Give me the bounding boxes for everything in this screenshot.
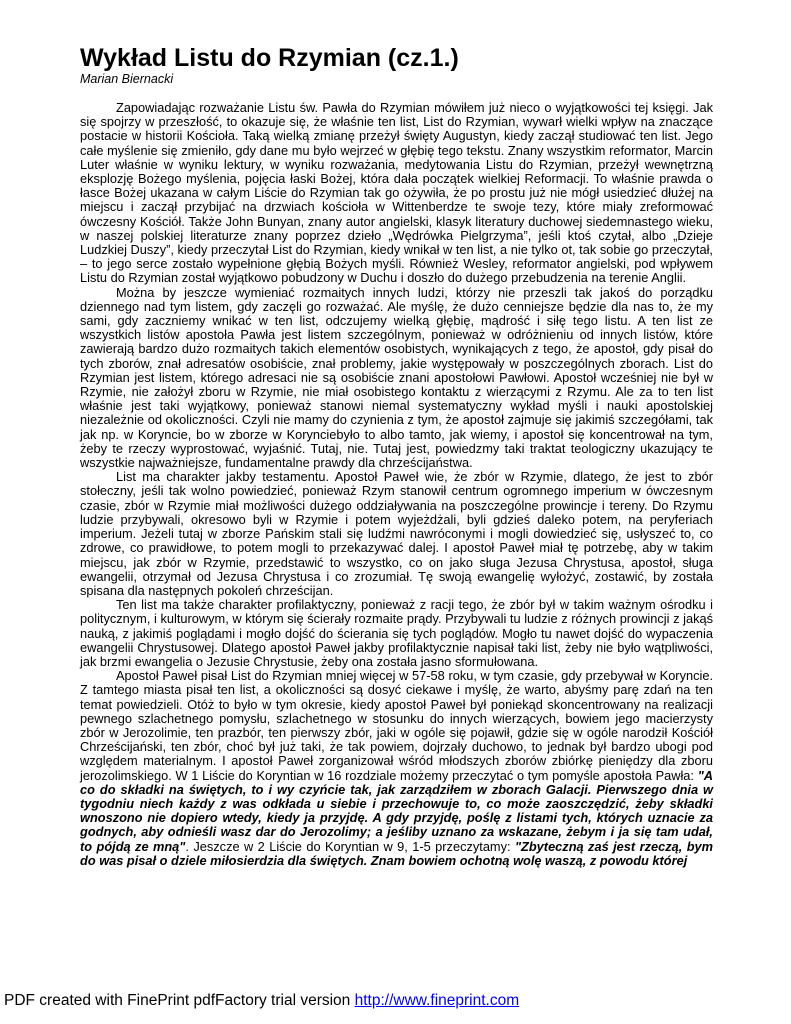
paragraph-5-text-b: . Jeszcze w 2 Liście do Koryntian w 9, 1-5 przeczytamy: [185, 838, 515, 854]
paragraph-5-text-a: Apostoł Paweł pisał List do Rzymian mniej więcej w 57-58 roku, w tym czasie, gdy przebywał w Koryncie. Z tamtego miasta pisał ten list, a okoliczności są dosyć ciekawe i myślę, że warto, abyśmy parę zdań na ten temat powiedzieli. Otóż to było w tym okresie, kiedy apostoł Paweł był poniekąd skoncentrowany na realizacji pewnego szlachetnego pomysłu, szlachetnego w stosunku do innych wierzących, bowiem jego macierzysty zbór w Jerozolimie, ten prazbór, ten pierwszy zbór, jaki w ogóle się pojawił, gdzie się w ogóle narodził Kościół Chrześcijański, ten zbór, choć był już taki, że tak powiem, dojrzały duchowo, to jednak był bardzo ubogi pod względem materialnym. I apostoł Paweł zorganizował wśród młodszych zborów zbiórkę pieniędzy dla zboru jerozolimskiego. W 1 Liście do Koryntian w 16 rozdziale możemy przeczytać o tym pomyśle apostoła Pawła: [80, 668, 713, 783]
paragraph-5 [80, 669, 713, 868]
document-title: Wykład Listu do Rzymian (cz.1.) [80, 44, 459, 72]
paragraph-3: List ma charakter jakby testamentu. Apostoł Paweł wie, że zbór w Rzymie, dlatego, że jest to zbór stołeczny, jeśli tak wolno powiedzieć, ponieważ Rzym stanowił centrum ogromnego imperium w ówczesnym czasie, zbór w Rzymie miał możliwości dużego oddziaływania na poszczególne prowincje i tereny. Do Rzymu ludzie przybywali, okresowo byli w Rzymie i potem wyjeżdżali, byli gdzieś daleko potem, na peryferiach imperium. Jeżeli tutaj w zborze Pańskim stali się ludźmi nawróconymi i mogli dowiedzieć się, usłyszeć to, co zdrowe, co prawidłowe, to potem mogli to przekazywać dalej. I apostoł Paweł miał tę potrzebę, aby w takim miejscu, jak zbór w Rzymie, przedstawić to wszystko, co on jako sługa Jezusa Chrystusa, apostoł, sługa ewangelii, otrzymał od Jezusa Chrystusa i co zrozumiał. Tę swoją ewangelię wyłożyć, zostawić, by została spisana dla następnych pokoleń chrześcijan. [80, 469, 713, 598]
document-author: Marian Biernacki [80, 72, 174, 86]
footer-text: PDF created with FinePrint pdfFactory trial version [4, 992, 355, 1009]
pdf-footer [4, 992, 519, 1010]
paragraph-1: Zapowiadając rozważanie Listu św. Pawła do Rzymian mówiłem już nieco o wyjątkowości tej księgi. Jak się spojrzy w przeszłość, to okazuje się, że właśnie ten list, List do Rzymian, wywarł wielki wpływ na znaczące postacie w historii Kościoła. Taką wielką zmianę przeżył święty Augustyn, kiedy zaczął studiować ten list. Jego całe myślenie się zmieniło, gdy dane mu było wejrzeć w głębię tego tekstu. Znany wszystkim reformator, Marcin Luter właśnie w wyniku lektury, w wyniku rozważania, medytowania Listu do Rzymian, przeżył wewnętrzną eksplozję Bożego myślenia, pojęcia łaski Bożej, która dała początek wielkiej Reformacji. To właśnie prawda o łasce Bożej ukazana w całym Liście do Rzymian tak go ożywiła, że po prostu już nie mógł usiedzieć dłużej na miejscu i zaczął przybijać na drzwiach kościoła w Wittenberdze te swoje tezy, które miały zreformować ówczesny Kościół. Także John Bunyan, znany autor angielski, klasyk literatury duchowej siedemnastego wieku, w naszej polskiej literaturze znany poprzez dzieło „Wędrówka Pielgrzyma”, jeśli ktoś czytał, albo „Dzieje Ludzkiej Duszy”, kiedy przeczytał List do Rzymian, kiedy wnikał w ten list, a nie tylko ot, tak sobie go przeczytał, – to jego serce zostało wypełnione głębią Bożych myśli. Również Wesley, reformator angielski, pod wpływem Listu do Rzymian został wyjątkowo pobudzony w Duchu i doszło do dużego przebudzenia na terenie Anglii. [80, 100, 713, 286]
fineprint-link[interactable]: http://www.fineprint.com [354, 992, 520, 1009]
document-page [80, 44, 713, 868]
quote-1-corinthians: "A co do składki na świętych, to i wy czyńcie tak, jak zarządziłem w zborach Galacji. Pierwszego dnia w tygodniu niech każdy z was odkłada u siebie i przechowuje to, co może zaoszczędzić, żeby składki wnoszono nie dopiero wtedy, kiedy ja przyjdę. A gdy przyjdę, poślę z listami tych, których uznacie za godnych, aby odnieśli wasz dar do Jerozolimy; a jeśliby uznano za wskazane, żebym i ja się tam udał, to pójdą ze mną" [80, 767, 713, 854]
paragraph-2: Można by jeszcze wymieniać rozmaitych innych ludzi, którzy nie przeszli tak jakoś do porządku dziennego nad tym listem, gdy zaczęli go rozważać. Ale myślę, że dużo cenniejsze będzie dla nas to, że my sami, gdy zaczniemy wnikać w ten list, odczujemy wielką głębię, mądrość i siłę tego listu. A ten list ze wszystkich listów apostoła Pawła jest listem szczególnym, ponieważ w odróżnieniu od innych listów, które zawierają bardzo dużo rozmaitych takich elementów osobistych, wynikających z tego, że apostoł, gdy pisał do tych zborów, znał adresatów osobiście, znał problemy, jakie występowały w poszczególnych zborach. List do Rzymian jest listem, którego adresaci nie są osobiście znani apostołowi Pawłowi. Apostoł wcześniej nie był w Rzymie, nie założył zboru w Rzymie, nie miał osobistego kontaktu z wierzącymi z Rzymu. Ale za to ten list właśnie jest taki wyjątkowy, ponieważ stanowi niemal systematyczny wykład myśli i nauki apostolskiej niezależnie od okoliczności. Czyli nie mamy do czynienia z tym, że apostoł zajmuje się jakimiś szczegółami, tak jak np. w Koryncie, bo w zborze w Korynciebyło to albo tamto, jak wiemy, i apostoł się koncentrował na tym, żeby te rzeczy wyprostować, wyjaśnić. Tutaj, nie. Tutaj jest, powiedzmy taki traktat teologiczny ukazujący te wszystkie najważniejsze, fundamentalne prawdy dla chrześcijaństwa. [80, 284, 713, 471]
paragraph-4: Ten list ma także charakter profilaktyczny, ponieważ z racji tego, że zbór był w takim ważnym ośrodku i politycznym, i kulturowym, w którym się ścierały rozmaite prądy. Przybywali tu ludzie z różnych prowincji z jakąś nauką, z jakimiś poglądami i mogło dojść do ścierania się tych poglądów. Mogło tu nawet dojść do wypaczenia ewangelii Chrystusowej. Dlatego apostoł Paweł jakby profilaktycznie napisał taki list, żeby nie było wątpliwości, jak brzmi ewangelia o Jezusie Chrystusie, żeby ona została jasno sformułowana. [80, 597, 713, 669]
quote-2-corinthians: "Zbyteczną zaś jest rzeczą, bym do was pisał o dziele miłosierdzia dla świętych. Znam bowiem ochotną wolę waszą, z powodu której [80, 838, 714, 868]
